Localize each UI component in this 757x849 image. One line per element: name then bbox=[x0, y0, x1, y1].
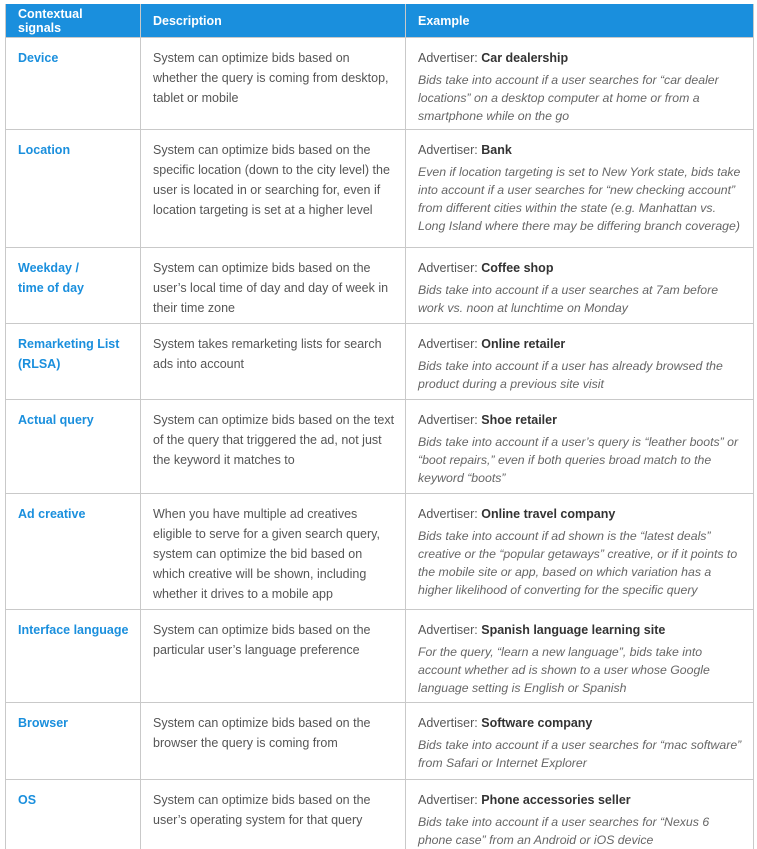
table-row bbox=[6, 494, 754, 610]
signal-os: OS bbox=[6, 780, 141, 849]
table-row bbox=[6, 610, 754, 703]
example-text: For the query, “learn a new language”, bids take into account whether ad is shown to a user whose Google language setting is English or Spanish bbox=[418, 645, 710, 695]
advertiser-name: Online travel company bbox=[481, 507, 616, 521]
signal-actual-query: Actual query bbox=[6, 400, 141, 494]
description-cell: System takes remarketing lists for search ads into account bbox=[141, 324, 406, 400]
description-cell: System can optimize bids based on the browser the query is coming from bbox=[141, 703, 406, 780]
contextual-signals-table bbox=[5, 4, 754, 849]
signal-remarketing-list: Remarketing List (RLSA) bbox=[6, 324, 141, 400]
advertiser-line bbox=[418, 48, 743, 68]
table-row bbox=[6, 780, 754, 849]
signal-browser: Browser bbox=[6, 703, 141, 780]
advertiser-line bbox=[418, 620, 743, 640]
example-cell bbox=[406, 610, 754, 703]
table-row bbox=[6, 400, 754, 494]
example-cell bbox=[406, 248, 754, 324]
example-cell bbox=[406, 400, 754, 494]
example-text: Bids take into account if a user searches for “Nexus 6 phone case” from an Android or iOS device bbox=[418, 815, 710, 847]
table-row bbox=[6, 324, 754, 400]
example-text: Bids take into account if a user searches for “mac software” from Safari or Internet Explorer bbox=[418, 738, 742, 770]
example-cell bbox=[406, 324, 754, 400]
table-row bbox=[6, 703, 754, 780]
advertiser-line bbox=[418, 410, 743, 430]
advertiser-name: Car dealership bbox=[481, 51, 569, 65]
signal-weekday-time-of-day: Weekday / time of day bbox=[6, 248, 141, 324]
advertiser-prefix: Advertiser: bbox=[418, 337, 478, 351]
advertiser-prefix: Advertiser: bbox=[418, 143, 478, 157]
advertiser-line bbox=[418, 713, 743, 733]
advertiser-line bbox=[418, 334, 743, 354]
header-example: Example bbox=[406, 4, 754, 38]
advertiser-name: Shoe retailer bbox=[481, 413, 557, 427]
description-cell: System can optimize bids based on the text of the query that triggered the ad, not just the keyword it matches to bbox=[141, 400, 406, 494]
example-cell bbox=[406, 780, 754, 849]
example-text: Bids take into account if a user has already browsed the product during a previous site visit bbox=[418, 359, 723, 391]
example-text: Even if location targeting is set to New York state, bids take into account if a user searches for “new checking account” from different cities within the state (e.g. Manhattan vs. Long Island where there may be differing branch coverage) bbox=[418, 165, 741, 233]
advertiser-prefix: Advertiser: bbox=[418, 413, 478, 427]
description-cell: System can optimize bids based on whether the query is coming from desktop, tablet or mobile bbox=[141, 38, 406, 130]
description-cell: When you have multiple ad creatives eligible to serve for a given search query, system can optimize the bid based on which creative will be shown, including whether it drives to a mobile app bbox=[141, 494, 406, 610]
advertiser-name: Spanish language learning site bbox=[481, 623, 666, 637]
description-cell: System can optimize bids based on the specific location (down to the city level) the user is located in or searching for, even if location targeting is set at a higher level bbox=[141, 130, 406, 248]
advertiser-name: Phone accessories seller bbox=[481, 793, 631, 807]
example-text: Bids take into account if a user searches at 7am before work vs. noon at lunchtime on Monday bbox=[418, 283, 719, 315]
header-description: Description bbox=[141, 4, 406, 38]
advertiser-line bbox=[418, 140, 743, 160]
advertiser-name: Online retailer bbox=[481, 337, 566, 351]
advertiser-name: Software company bbox=[481, 716, 593, 730]
description-cell: System can optimize bids based on the particular user’s language preference bbox=[141, 610, 406, 703]
table-row bbox=[6, 248, 754, 324]
signal-interface-language: Interface language bbox=[6, 610, 141, 703]
table-row bbox=[6, 38, 754, 130]
advertiser-line bbox=[418, 504, 743, 524]
advertiser-prefix: Advertiser: bbox=[418, 507, 478, 521]
advertiser-name: Coffee shop bbox=[481, 261, 554, 275]
signal-ad-creative: Ad creative bbox=[6, 494, 141, 610]
header-contextual-signals: Contextual signals bbox=[6, 4, 141, 38]
table-header bbox=[6, 4, 754, 38]
advertiser-prefix: Advertiser: bbox=[418, 716, 478, 730]
example-cell bbox=[406, 38, 754, 130]
advertiser-prefix: Advertiser: bbox=[418, 793, 478, 807]
table-row bbox=[6, 130, 754, 248]
signal-location: Location bbox=[6, 130, 141, 248]
advertiser-prefix: Advertiser: bbox=[418, 51, 478, 65]
description-cell: System can optimize bids based on the user’s local time of day and day of week in their time zone bbox=[141, 248, 406, 324]
advertiser-line bbox=[418, 258, 743, 278]
example-text: Bids take into account if a user searches for “car dealer locations” on a desktop computer at home or from a smartphone while on the go bbox=[418, 73, 719, 123]
advertiser-prefix: Advertiser: bbox=[418, 261, 478, 275]
advertiser-line bbox=[418, 790, 743, 810]
example-cell bbox=[406, 703, 754, 780]
example-cell bbox=[406, 494, 754, 610]
advertiser-prefix: Advertiser: bbox=[418, 623, 478, 637]
table-body bbox=[6, 38, 754, 849]
example-text: Bids take into account if a user’s query is “leather boots” or “boot repairs,” even if both queries broad match to the keyword “boots” bbox=[418, 435, 739, 485]
example-cell bbox=[406, 130, 754, 248]
advertiser-name: Bank bbox=[481, 143, 512, 157]
description-cell: System can optimize bids based on the user’s operating system for that query bbox=[141, 780, 406, 849]
signal-device: Device bbox=[6, 38, 141, 130]
header-row bbox=[6, 4, 754, 38]
example-text: Bids take into account if ad shown is the “latest deals” creative or the “popular getaways” creative, or if it points to the mobile site or app, based on which variation has a higher likelihood of converting for the specific query bbox=[418, 529, 738, 597]
